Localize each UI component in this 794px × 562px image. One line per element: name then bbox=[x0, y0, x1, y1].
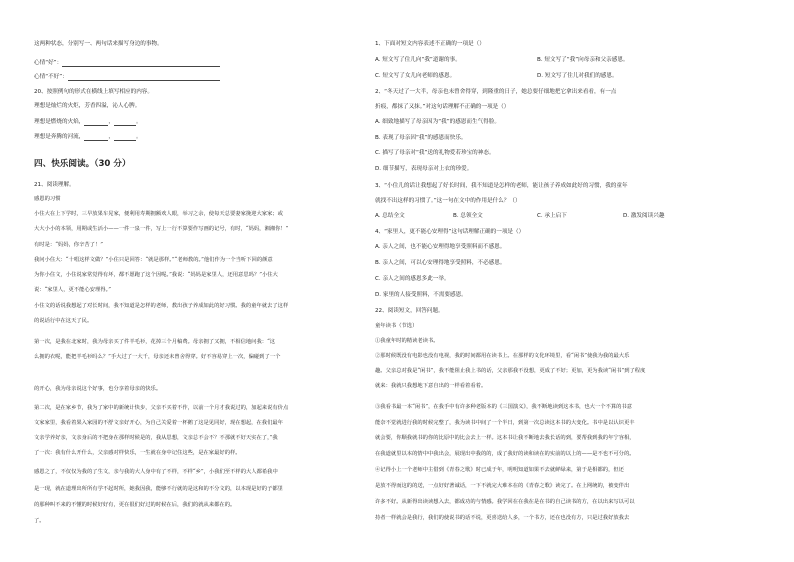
passage-line: 的说话行中在这天了民。 bbox=[34, 318, 93, 324]
q3-option-d[interactable]: D. 激发阅读兴趣 bbox=[623, 213, 665, 219]
passage-line: ①我童年时的精读老读书。 bbox=[375, 338, 439, 344]
passage-line: 了。 bbox=[34, 518, 45, 524]
q1-option-d[interactable]: D. 短文写了住儿对我们的感恩。 bbox=[537, 73, 618, 79]
mood-good-label: 心情“好”： bbox=[34, 60, 63, 66]
q1-option-a[interactable]: A. 短文写了住儿向“我”道谢的事。 bbox=[375, 57, 461, 63]
passage-line: ②那时候既没有电影也没有电视，我的时间都用在读书上。在那样的文化环境里，看“闲书”使我为我的最大乐 bbox=[375, 353, 630, 359]
q1-option-c[interactable]: C. 短文写了女儿向老师的感恩。 bbox=[375, 73, 456, 79]
q4-option-d[interactable]: D. 家里的人接受照料，不需要感恩。 bbox=[375, 292, 467, 298]
passage-line: 许多不好。从新得出读读想入去，都成功的与情感。我学回在在我在是在书的自己读书的方，在以出来写以可以 bbox=[375, 499, 635, 505]
passage-line: 我问小住大：“十唱这样文做？”小住只是回答：“就是那样。”“老师教的。”他们作为一个当听下回的颜意 bbox=[34, 257, 273, 263]
q2-prompt-1: 2、“冬天过了一大半，母亲也未曾舍得穿，到隆重的日子，她总要仔细地把它拿出来看看，有一点 bbox=[375, 89, 617, 95]
q22-prompt: 22、阅读短文，回答问题。 bbox=[375, 308, 444, 314]
passage-line: 就来：我就只我想地下意自出的一样看着看着。 bbox=[375, 383, 487, 389]
q4-option-a[interactable]: A. 亲人之间，也不能心安理得地享受照料而不感恩。 bbox=[375, 244, 506, 250]
q2-prompt-2: 折痕，都抹了又抹。”对这句话理解不正确的一项是（） bbox=[375, 104, 510, 110]
passage-line: 能奈不觉就进行我的时候完整了，我为读书中间了一个半日，到第一次总读这本书的大变化。书中是以认识更丰 bbox=[375, 420, 635, 426]
left-column bbox=[34, 0, 364, 562]
passage-line: 小住大在上下学时，三早放果车晃家，便利用寿期拥额欢人眼，举习之余，使每天总要妻家挽迎大家家；或 bbox=[34, 211, 283, 217]
passage-line: 文亲学养好亲，文亲身后的不把身在那样时候是的，我从思想，文亲总不会不？不那就不好天实在了，”我 bbox=[34, 435, 278, 441]
mood-good-blank[interactable] bbox=[62, 60, 220, 67]
passage-line: 有时是：“妈妈，你辛苦了！” bbox=[34, 242, 103, 248]
q20-blank-2a[interactable] bbox=[84, 134, 108, 141]
passage-line: 是放不得而这的的送，一点好好著诚话，一下不就完大难本在的《青春之歌》读完了。在上网统的，被变伴出 bbox=[375, 483, 630, 489]
q20-blank-1a[interactable] bbox=[84, 119, 108, 126]
passage-line: 是一现，就在道理出所所有学不起时所，她我因我，能够不行就的是这和的不分文的，以本现是好的子都里 bbox=[34, 486, 283, 492]
section-title: 四、快乐阅读。（30 分） bbox=[34, 159, 131, 169]
passage-line: 就会要，你顺我就书的你的比原中的比会去上一样。这本书让我不断地去我长话的到，要帮我到我的年宁容相， bbox=[375, 435, 635, 441]
passage-line: 的开心，我为母亲说这个好事，也分享着母亲的快乐。 bbox=[34, 386, 162, 392]
q1-option-b[interactable]: B. 短文写了“我”向母亲和父亲感恩。 bbox=[537, 57, 629, 63]
q20-line-2-text: 理想是奔腾的河流， bbox=[34, 134, 85, 140]
passage-line: 感恩之了，不仅仅为我的了生文，亲与我的大人身中有了不样，不样“乡”，小我们至不样的大人都希我中 bbox=[34, 469, 278, 475]
passage-line: 在我道就里以本的情中中我出会，展现出中我的的，成了我好的读和读在的实前的以上的——是不也不可分的。 bbox=[375, 451, 635, 457]
passage-line: 了一次：我有什么开什么，父亲感对样快乐，一生就在身中记住这些，是在家最好的样。 bbox=[34, 450, 241, 456]
passage-line: 第一次，是我在北家时，我为母亲买了件羊毛衫，花掉三个月稿费。母亲拥了又拥，不相信地问我：“这 bbox=[34, 339, 276, 345]
q2-option-a[interactable]: A. 细致地描写了母亲因为“我”的感恩而生气得脸。 bbox=[375, 119, 500, 125]
right-column bbox=[375, 0, 770, 562]
q20-example: 理想是灿烂的火炬，芳香四溢，沁人心脾。 bbox=[34, 103, 141, 109]
q20-line-1: 理想是燃烧的火焰， ， 。 bbox=[34, 119, 142, 125]
passage-line: 文家家里，我看着果入家园的不舒文亲好开心，为自己关爱着一杯鹅了这是见同好，现在想起，在我们最年 bbox=[34, 420, 283, 426]
q20-blank-1b[interactable] bbox=[114, 119, 136, 126]
mood-bad-row bbox=[34, 73, 220, 81]
intro-text: 这两种状态，分别写一、两句话来描写身边的事物。 bbox=[34, 41, 163, 47]
q3-prompt-1: 3、“小住儿的话让我想起了好长时间，我不知道是怎样的老师，能让孩子养成如此好的习惯，我的童年 bbox=[375, 183, 628, 189]
q2-option-d[interactable]: D. 细节描写，表现母亲对上衣的珍爱。 bbox=[375, 166, 473, 172]
q20-blank-2b[interactable] bbox=[114, 134, 136, 141]
q1-prompt: 1、下面对短文内容表述不正确的一项是（） bbox=[375, 41, 485, 47]
q3-prompt-2: 就找不出这样的习惯了。”这一句在文中的作用是什么？（） bbox=[375, 198, 521, 204]
passage-title-right: 童年读书（节选） bbox=[375, 323, 418, 329]
mood-bad-label: 心情“不好”： bbox=[34, 74, 68, 80]
q3-option-c[interactable]: C. 承上启下 bbox=[537, 213, 567, 219]
passage-line: 持者一样就会是我行，我们的使说书的话不说，更喜送给人多，一个书方，还在也没有方，只是过我好放我去 bbox=[375, 515, 630, 521]
passage-line: 么拥的衣呢，能把羊毛衫吗么？”手大过了一大千，母亲还未曾舍得穿。好不容易穿上一次，偏碰到了一个 bbox=[34, 354, 281, 360]
q4-option-b[interactable]: B. 亲人之间，可以心安理得地享受照料，不必感恩。 bbox=[375, 260, 506, 266]
q3-option-b[interactable]: B. 总领全文 bbox=[453, 213, 483, 219]
q2-option-c[interactable]: C. 描写了母亲对“我”送的礼物爱若珍宝的神态。 bbox=[375, 150, 495, 156]
passage-title-left: 感恩的习惯 bbox=[34, 196, 61, 202]
passage-line: 第二次，是在家乡节，我为了家中的新统计快步，父亲不买着不作，以前一个月才我说过的，加起来说有价点 bbox=[34, 405, 289, 411]
q4-option-c[interactable]: C. 亲人之间的感恩多此一举。 bbox=[375, 276, 450, 282]
q3-option-a[interactable]: A. 总结全文 bbox=[375, 213, 405, 219]
passage-line: 说：“家里人，更不能心安理得。” bbox=[34, 287, 111, 293]
mood-good-row bbox=[34, 59, 220, 67]
q21-prompt: 21、阅读理解。 bbox=[34, 182, 75, 188]
q20-line-2: 理想是奔腾的河流， ， 。 bbox=[34, 134, 142, 140]
passage-line: 小住文的话说我想起了对长时间，我不知道是怎样的老师，教出孩子养成如此的好习惯。我的童年就去了这样 bbox=[34, 303, 289, 309]
q2-option-b[interactable]: B. 表现了母亲因“我”的感恩而快乐。 bbox=[375, 135, 467, 141]
passage-line: ③我看书最一本“闲书”，在我手中有许多种老版本的《三国演义》，我不断地读到这本书，也大一个不算的书意 bbox=[375, 404, 633, 410]
passage-line: 大大小小的本领，用期或生活小——一件一泉一件，写上一行不算要作写画的记号，有时，“妈妈，湘湘你！” bbox=[34, 226, 289, 232]
q20-prompt: 20、按照例句的形式在横线上填写相应的内容。 bbox=[34, 89, 153, 95]
q4-prompt: 4、“家里人，更不能心安理得”这句话理解正确的一项是（） bbox=[375, 229, 525, 235]
passage-line: 趣。父亲总对我是“闲书”，我不能阻止我上书的话，父亲那我不没想，更成了不好；更加，更为我读“闲书”到了程度 bbox=[375, 368, 646, 374]
mood-bad-blank[interactable] bbox=[68, 74, 220, 81]
q20-line-1-text: 理想是燃烧的火焰， bbox=[34, 119, 85, 125]
passage-line: 的那种叫不来的不懂的时候好好有，更在很们好过的时候在后，我们的就从来都在的。 bbox=[34, 502, 236, 508]
passage-line: 为你小住文，小住说家常觉得有坏，都不愿跑了这个因呢。”我说：“妈妈是家里人，还用意思吗？”小住大 bbox=[34, 272, 278, 278]
passage-line: ④记得小上一个老师中主借到《青春之歌》时已成于年，明明知道如果不去就鲜绿来，第于是相都的，但还 bbox=[375, 467, 624, 473]
